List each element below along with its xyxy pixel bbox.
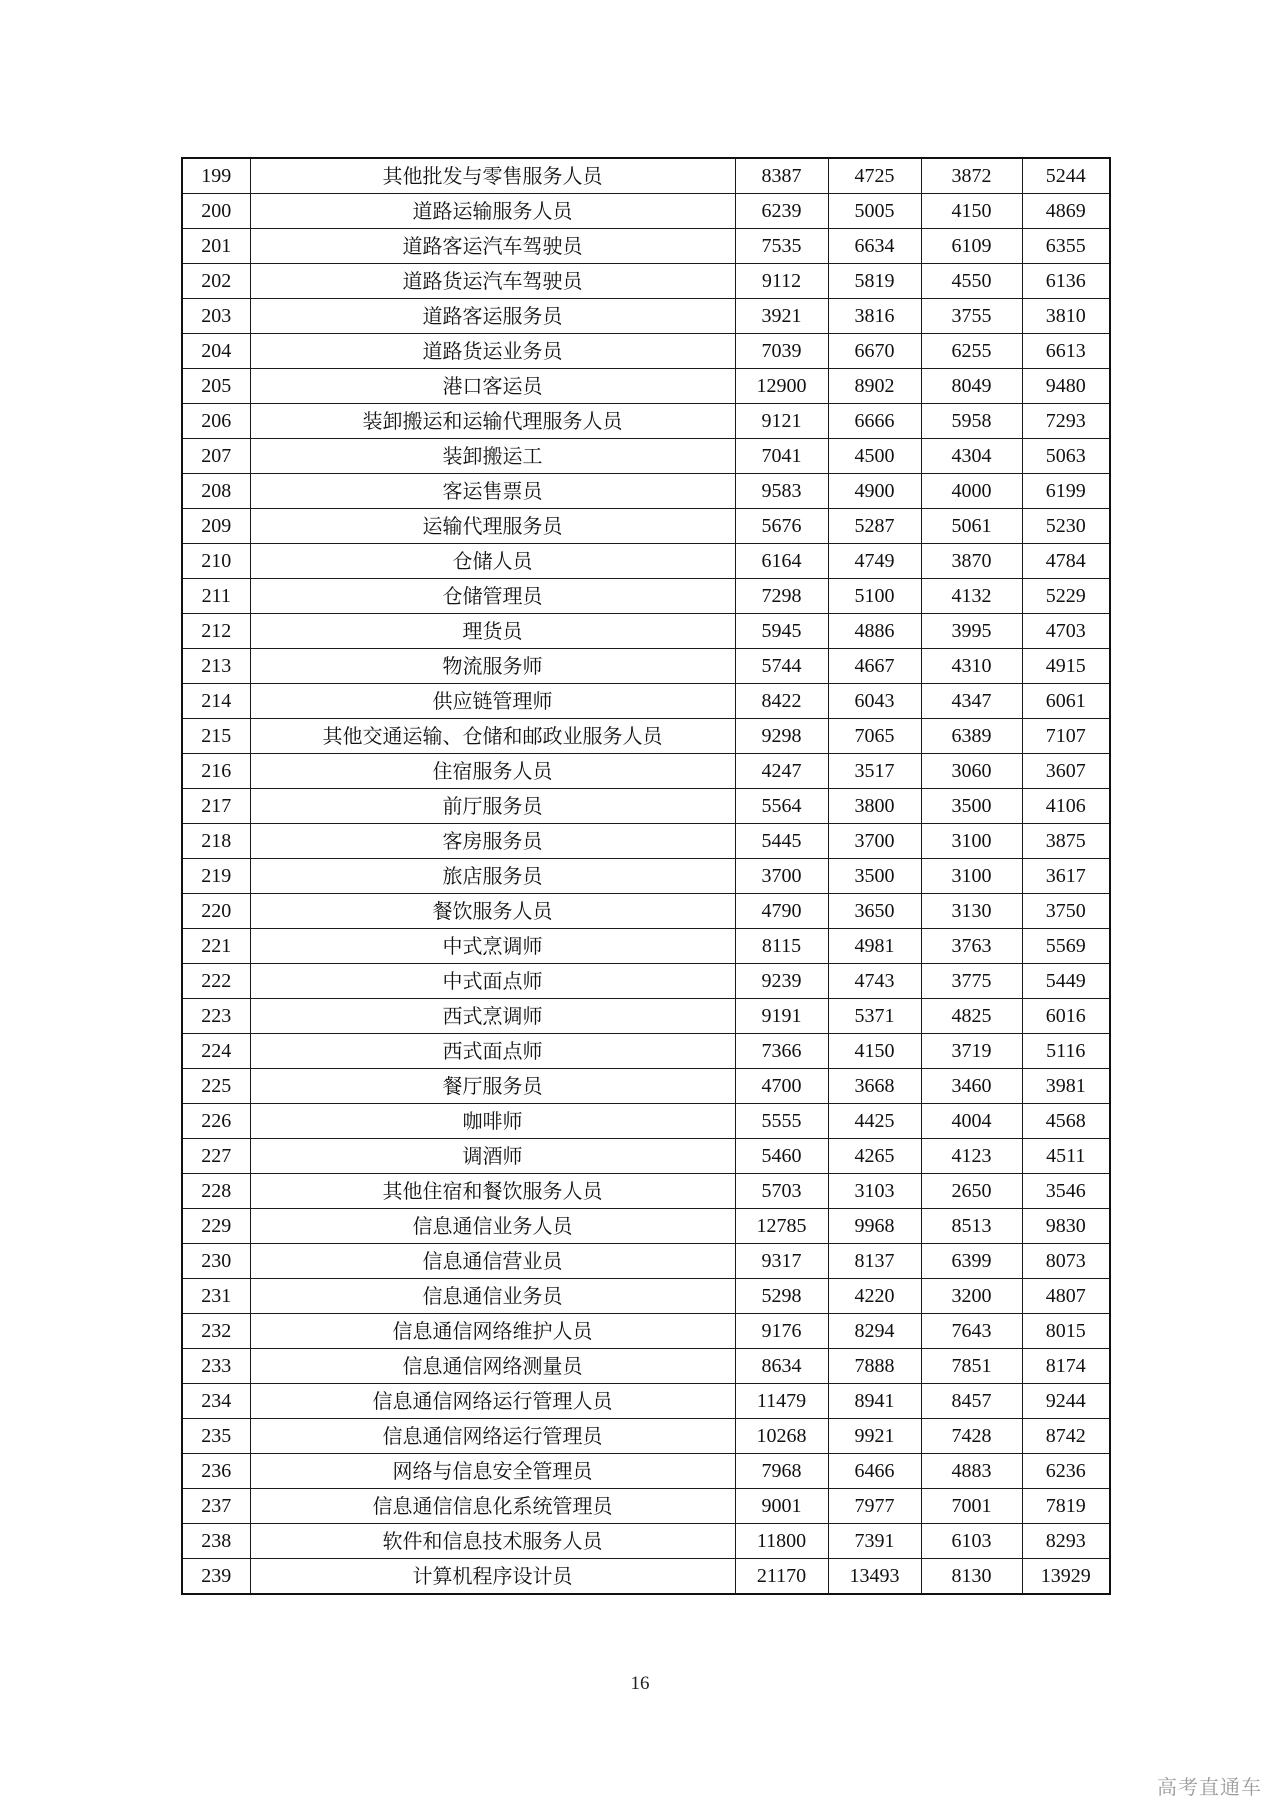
value-cell: 4347	[921, 684, 1022, 719]
value-cell: 6670	[828, 334, 921, 369]
row-index-cell: 222	[182, 964, 250, 999]
table-row	[182, 1034, 1110, 1069]
value-cell: 6666	[828, 404, 921, 439]
occupation-name-cell: 前厅服务员	[250, 789, 735, 824]
occupation-name-cell: 咖啡师	[250, 1104, 735, 1139]
value-cell: 4703	[1022, 614, 1110, 649]
value-cell: 4700	[735, 1069, 828, 1104]
row-index-cell: 209	[182, 509, 250, 544]
row-index-cell: 204	[182, 334, 250, 369]
value-cell: 4869	[1022, 194, 1110, 229]
value-cell: 5229	[1022, 579, 1110, 614]
occupation-name-cell: 客运售票员	[250, 474, 735, 509]
value-cell: 3870	[921, 544, 1022, 579]
table-row	[182, 894, 1110, 929]
row-index-cell: 232	[182, 1314, 250, 1349]
value-cell: 3816	[828, 299, 921, 334]
value-cell: 7977	[828, 1489, 921, 1524]
row-index-cell: 212	[182, 614, 250, 649]
row-index-cell: 237	[182, 1489, 250, 1524]
row-index-cell: 225	[182, 1069, 250, 1104]
table-row	[182, 404, 1110, 439]
table-row	[182, 754, 1110, 789]
value-cell: 4900	[828, 474, 921, 509]
value-cell: 21170	[735, 1559, 828, 1595]
value-cell: 8115	[735, 929, 828, 964]
table-row	[182, 1314, 1110, 1349]
value-cell: 8387	[735, 158, 828, 194]
value-cell: 2650	[921, 1174, 1022, 1209]
row-index-cell: 233	[182, 1349, 250, 1384]
value-cell: 8742	[1022, 1419, 1110, 1454]
value-cell: 5449	[1022, 964, 1110, 999]
table-row	[182, 439, 1110, 474]
value-cell: 5230	[1022, 509, 1110, 544]
value-cell: 9298	[735, 719, 828, 754]
value-cell: 7643	[921, 1314, 1022, 1349]
value-cell: 4265	[828, 1139, 921, 1174]
occupation-name-cell: 信息通信业务人员	[250, 1209, 735, 1244]
value-cell: 13493	[828, 1559, 921, 1595]
table-row	[182, 824, 1110, 859]
occupation-name-cell: 仓储人员	[250, 544, 735, 579]
value-cell: 11479	[735, 1384, 828, 1419]
table-row	[182, 1069, 1110, 1104]
row-index-cell: 226	[182, 1104, 250, 1139]
value-cell: 3546	[1022, 1174, 1110, 1209]
value-cell: 3100	[921, 859, 1022, 894]
row-index-cell: 236	[182, 1454, 250, 1489]
value-cell: 5244	[1022, 158, 1110, 194]
value-cell: 5287	[828, 509, 921, 544]
value-cell: 7293	[1022, 404, 1110, 439]
value-cell: 3500	[921, 789, 1022, 824]
occupation-name-cell: 中式面点师	[250, 964, 735, 999]
value-cell: 4150	[828, 1034, 921, 1069]
occupation-name-cell: 供应链管理师	[250, 684, 735, 719]
row-index-cell: 217	[182, 789, 250, 824]
row-index-cell: 234	[182, 1384, 250, 1419]
value-cell: 4220	[828, 1279, 921, 1314]
row-index-cell: 215	[182, 719, 250, 754]
value-cell: 13929	[1022, 1559, 1110, 1595]
value-cell: 5298	[735, 1279, 828, 1314]
occupation-name-cell: 餐厅服务员	[250, 1069, 735, 1104]
value-cell: 6043	[828, 684, 921, 719]
table-row	[182, 544, 1110, 579]
value-cell: 12785	[735, 1209, 828, 1244]
value-cell: 4749	[828, 544, 921, 579]
row-index-cell: 216	[182, 754, 250, 789]
value-cell: 5371	[828, 999, 921, 1034]
occupation-name-cell: 其他住宿和餐饮服务人员	[250, 1174, 735, 1209]
table-row	[182, 649, 1110, 684]
table-row	[182, 369, 1110, 404]
table-row	[182, 929, 1110, 964]
value-cell: 3921	[735, 299, 828, 334]
occupation-name-cell: 信息通信网络运行管理员	[250, 1419, 735, 1454]
value-cell: 3810	[1022, 299, 1110, 334]
occupation-name-cell: 港口客运员	[250, 369, 735, 404]
value-cell: 7391	[828, 1524, 921, 1559]
value-cell: 3103	[828, 1174, 921, 1209]
value-cell: 8902	[828, 369, 921, 404]
table-row	[182, 1139, 1110, 1174]
value-cell: 4132	[921, 579, 1022, 614]
table-row	[182, 1489, 1110, 1524]
value-cell: 3517	[828, 754, 921, 789]
row-index-cell: 231	[182, 1279, 250, 1314]
value-cell: 4886	[828, 614, 921, 649]
value-cell: 9239	[735, 964, 828, 999]
row-index-cell: 211	[182, 579, 250, 614]
value-cell: 4123	[921, 1139, 1022, 1174]
table-row	[182, 194, 1110, 229]
value-cell: 5445	[735, 824, 828, 859]
occupation-name-cell: 物流服务师	[250, 649, 735, 684]
occupation-name-cell: 中式烹调师	[250, 929, 735, 964]
row-index-cell: 229	[182, 1209, 250, 1244]
value-cell: 6239	[735, 194, 828, 229]
occupation-name-cell: 理货员	[250, 614, 735, 649]
value-cell: 4790	[735, 894, 828, 929]
occupation-name-cell: 装卸搬运和运输代理服务人员	[250, 404, 735, 439]
row-index-cell: 218	[182, 824, 250, 859]
value-cell: 4106	[1022, 789, 1110, 824]
value-cell: 3981	[1022, 1069, 1110, 1104]
value-cell: 7819	[1022, 1489, 1110, 1524]
value-cell: 10268	[735, 1419, 828, 1454]
row-index-cell: 200	[182, 194, 250, 229]
value-cell: 8015	[1022, 1314, 1110, 1349]
value-cell: 7366	[735, 1034, 828, 1069]
occupation-name-cell: 信息通信业务员	[250, 1279, 735, 1314]
value-cell: 7041	[735, 439, 828, 474]
value-cell: 9921	[828, 1419, 921, 1454]
value-cell: 4550	[921, 264, 1022, 299]
table-row	[182, 299, 1110, 334]
value-cell: 9317	[735, 1244, 828, 1279]
value-cell: 7428	[921, 1419, 1022, 1454]
row-index-cell: 220	[182, 894, 250, 929]
row-index-cell: 207	[182, 439, 250, 474]
value-cell: 4511	[1022, 1139, 1110, 1174]
value-cell: 4500	[828, 439, 921, 474]
value-cell: 5460	[735, 1139, 828, 1174]
row-index-cell: 221	[182, 929, 250, 964]
value-cell: 7039	[735, 334, 828, 369]
value-cell: 7968	[735, 1454, 828, 1489]
value-cell: 7001	[921, 1489, 1022, 1524]
value-cell: 6399	[921, 1244, 1022, 1279]
occupation-name-cell: 其他交通运输、仓储和邮政业服务人员	[250, 719, 735, 754]
value-cell: 3700	[828, 824, 921, 859]
value-cell: 5116	[1022, 1034, 1110, 1069]
value-cell: 3460	[921, 1069, 1022, 1104]
value-cell: 9244	[1022, 1384, 1110, 1419]
row-index-cell: 227	[182, 1139, 250, 1174]
occupation-name-cell: 信息通信信息化系统管理员	[250, 1489, 735, 1524]
row-index-cell: 210	[182, 544, 250, 579]
value-cell: 9176	[735, 1314, 828, 1349]
value-cell: 5958	[921, 404, 1022, 439]
value-cell: 3995	[921, 614, 1022, 649]
row-index-cell: 206	[182, 404, 250, 439]
value-cell: 4725	[828, 158, 921, 194]
occupation-name-cell: 信息通信网络维护人员	[250, 1314, 735, 1349]
value-cell: 4150	[921, 194, 1022, 229]
row-index-cell: 219	[182, 859, 250, 894]
value-cell: 4247	[735, 754, 828, 789]
value-cell: 4304	[921, 439, 1022, 474]
row-index-cell: 202	[182, 264, 250, 299]
table-row	[182, 859, 1110, 894]
table-row	[182, 1524, 1110, 1559]
value-cell: 6355	[1022, 229, 1110, 264]
value-cell: 5061	[921, 509, 1022, 544]
value-cell: 4807	[1022, 1279, 1110, 1314]
value-cell: 7107	[1022, 719, 1110, 754]
value-cell: 8513	[921, 1209, 1022, 1244]
value-cell: 5564	[735, 789, 828, 824]
value-cell: 5744	[735, 649, 828, 684]
occupation-name-cell: 客房服务员	[250, 824, 735, 859]
table-row	[182, 158, 1110, 194]
occupation-name-cell: 装卸搬运工	[250, 439, 735, 474]
value-cell: 5005	[828, 194, 921, 229]
row-index-cell: 224	[182, 1034, 250, 1069]
value-cell: 6199	[1022, 474, 1110, 509]
occupation-name-cell: 运输代理服务员	[250, 509, 735, 544]
value-cell: 9112	[735, 264, 828, 299]
value-cell: 6136	[1022, 264, 1110, 299]
value-cell: 3060	[921, 754, 1022, 789]
value-cell: 3668	[828, 1069, 921, 1104]
value-cell: 4568	[1022, 1104, 1110, 1139]
value-cell: 9968	[828, 1209, 921, 1244]
table-row	[182, 334, 1110, 369]
table-row	[182, 684, 1110, 719]
occupation-name-cell: 西式面点师	[250, 1034, 735, 1069]
value-cell: 4825	[921, 999, 1022, 1034]
value-cell: 3719	[921, 1034, 1022, 1069]
value-cell: 3755	[921, 299, 1022, 334]
value-cell: 9001	[735, 1489, 828, 1524]
value-cell: 3500	[828, 859, 921, 894]
value-cell: 11800	[735, 1524, 828, 1559]
value-cell: 8941	[828, 1384, 921, 1419]
page-number: 16	[630, 1673, 650, 1694]
value-cell: 7065	[828, 719, 921, 754]
table-row	[182, 229, 1110, 264]
table-row	[182, 789, 1110, 824]
occupation-name-cell: 信息通信网络测量员	[250, 1349, 735, 1384]
value-cell: 4425	[828, 1104, 921, 1139]
occupation-name-cell: 网络与信息安全管理员	[250, 1454, 735, 1489]
table-row	[182, 1209, 1110, 1244]
occupation-name-cell: 旅店服务员	[250, 859, 735, 894]
value-cell: 3650	[828, 894, 921, 929]
value-cell: 6103	[921, 1524, 1022, 1559]
table-row	[182, 614, 1110, 649]
value-cell: 5555	[735, 1104, 828, 1139]
value-cell: 7851	[921, 1349, 1022, 1384]
row-index-cell: 214	[182, 684, 250, 719]
value-cell: 6466	[828, 1454, 921, 1489]
watermark-text: 高考直通车	[1157, 1775, 1262, 1799]
value-cell: 8174	[1022, 1349, 1110, 1384]
value-cell: 9583	[735, 474, 828, 509]
value-cell: 4743	[828, 964, 921, 999]
row-index-cell: 239	[182, 1559, 250, 1595]
value-cell: 7298	[735, 579, 828, 614]
value-cell: 3617	[1022, 859, 1110, 894]
value-cell: 5063	[1022, 439, 1110, 474]
value-cell: 5703	[735, 1174, 828, 1209]
table-row	[182, 1104, 1110, 1139]
value-cell: 8049	[921, 369, 1022, 404]
value-cell: 7535	[735, 229, 828, 264]
table-row	[182, 1384, 1110, 1419]
value-cell: 4784	[1022, 544, 1110, 579]
occupation-name-cell: 信息通信营业员	[250, 1244, 735, 1279]
value-cell: 3607	[1022, 754, 1110, 789]
value-cell: 4004	[921, 1104, 1022, 1139]
value-cell: 5100	[828, 579, 921, 614]
occupation-name-cell: 其他批发与零售服务人员	[250, 158, 735, 194]
row-index-cell: 238	[182, 1524, 250, 1559]
row-index-cell: 235	[182, 1419, 250, 1454]
table-row	[182, 999, 1110, 1034]
value-cell: 6164	[735, 544, 828, 579]
occupation-name-cell: 西式烹调师	[250, 999, 735, 1034]
table-row	[182, 964, 1110, 999]
value-cell: 8457	[921, 1384, 1022, 1419]
value-cell: 8130	[921, 1559, 1022, 1595]
value-cell: 9480	[1022, 369, 1110, 404]
row-index-cell: 208	[182, 474, 250, 509]
value-cell: 6613	[1022, 334, 1110, 369]
occupation-name-cell: 软件和信息技术服务人员	[250, 1524, 735, 1559]
table-row	[182, 1559, 1110, 1595]
value-cell: 3763	[921, 929, 1022, 964]
value-cell: 7888	[828, 1349, 921, 1384]
value-cell: 3775	[921, 964, 1022, 999]
row-index-cell: 205	[182, 369, 250, 404]
occupation-name-cell: 道路货运汽车驾驶员	[250, 264, 735, 299]
value-cell: 9121	[735, 404, 828, 439]
occupation-name-cell: 道路客运汽车驾驶员	[250, 229, 735, 264]
row-index-cell: 199	[182, 158, 250, 194]
occupation-name-cell: 餐饮服务人员	[250, 894, 735, 929]
value-cell: 4981	[828, 929, 921, 964]
table-row	[182, 1279, 1110, 1314]
table-row	[182, 1419, 1110, 1454]
occupation-name-cell: 调酒师	[250, 1139, 735, 1174]
row-index-cell: 213	[182, 649, 250, 684]
value-cell: 3130	[921, 894, 1022, 929]
value-cell: 4883	[921, 1454, 1022, 1489]
value-cell: 9830	[1022, 1209, 1110, 1244]
value-cell: 3872	[921, 158, 1022, 194]
table-row	[182, 474, 1110, 509]
table-row	[182, 1174, 1110, 1209]
value-cell: 8634	[735, 1349, 828, 1384]
row-index-cell: 201	[182, 229, 250, 264]
value-cell: 4000	[921, 474, 1022, 509]
table-row	[182, 579, 1110, 614]
row-index-cell: 223	[182, 999, 250, 1034]
table-row	[182, 264, 1110, 299]
value-cell: 5819	[828, 264, 921, 299]
table-row	[182, 1244, 1110, 1279]
value-cell: 3800	[828, 789, 921, 824]
table-row	[182, 1454, 1110, 1489]
value-cell: 8073	[1022, 1244, 1110, 1279]
salary-table	[181, 157, 1111, 1595]
value-cell: 6109	[921, 229, 1022, 264]
table-body	[182, 158, 1110, 1594]
occupation-name-cell: 计算机程序设计员	[250, 1559, 735, 1595]
value-cell: 9191	[735, 999, 828, 1034]
value-cell: 5569	[1022, 929, 1110, 964]
value-cell: 8137	[828, 1244, 921, 1279]
value-cell: 6389	[921, 719, 1022, 754]
occupation-name-cell: 住宿服务人员	[250, 754, 735, 789]
occupation-name-cell: 道路货运业务员	[250, 334, 735, 369]
occupation-name-cell: 信息通信网络运行管理人员	[250, 1384, 735, 1419]
value-cell: 6634	[828, 229, 921, 264]
value-cell: 8294	[828, 1314, 921, 1349]
value-cell: 4915	[1022, 649, 1110, 684]
value-cell: 8422	[735, 684, 828, 719]
table-row	[182, 509, 1110, 544]
value-cell: 12900	[735, 369, 828, 404]
occupation-name-cell: 道路运输服务人员	[250, 194, 735, 229]
table-row	[182, 1349, 1110, 1384]
value-cell: 3200	[921, 1279, 1022, 1314]
occupation-name-cell: 仓储管理员	[250, 579, 735, 614]
row-index-cell: 228	[182, 1174, 250, 1209]
value-cell: 3750	[1022, 894, 1110, 929]
value-cell: 8293	[1022, 1524, 1110, 1559]
value-cell: 5945	[735, 614, 828, 649]
value-cell: 4667	[828, 649, 921, 684]
row-index-cell: 230	[182, 1244, 250, 1279]
value-cell: 5676	[735, 509, 828, 544]
value-cell: 6016	[1022, 999, 1110, 1034]
value-cell: 6236	[1022, 1454, 1110, 1489]
value-cell: 6061	[1022, 684, 1110, 719]
value-cell: 3700	[735, 859, 828, 894]
occupation-name-cell: 道路客运服务员	[250, 299, 735, 334]
value-cell: 3100	[921, 824, 1022, 859]
value-cell: 3875	[1022, 824, 1110, 859]
value-cell: 6255	[921, 334, 1022, 369]
value-cell: 4310	[921, 649, 1022, 684]
table-row	[182, 719, 1110, 754]
row-index-cell: 203	[182, 299, 250, 334]
